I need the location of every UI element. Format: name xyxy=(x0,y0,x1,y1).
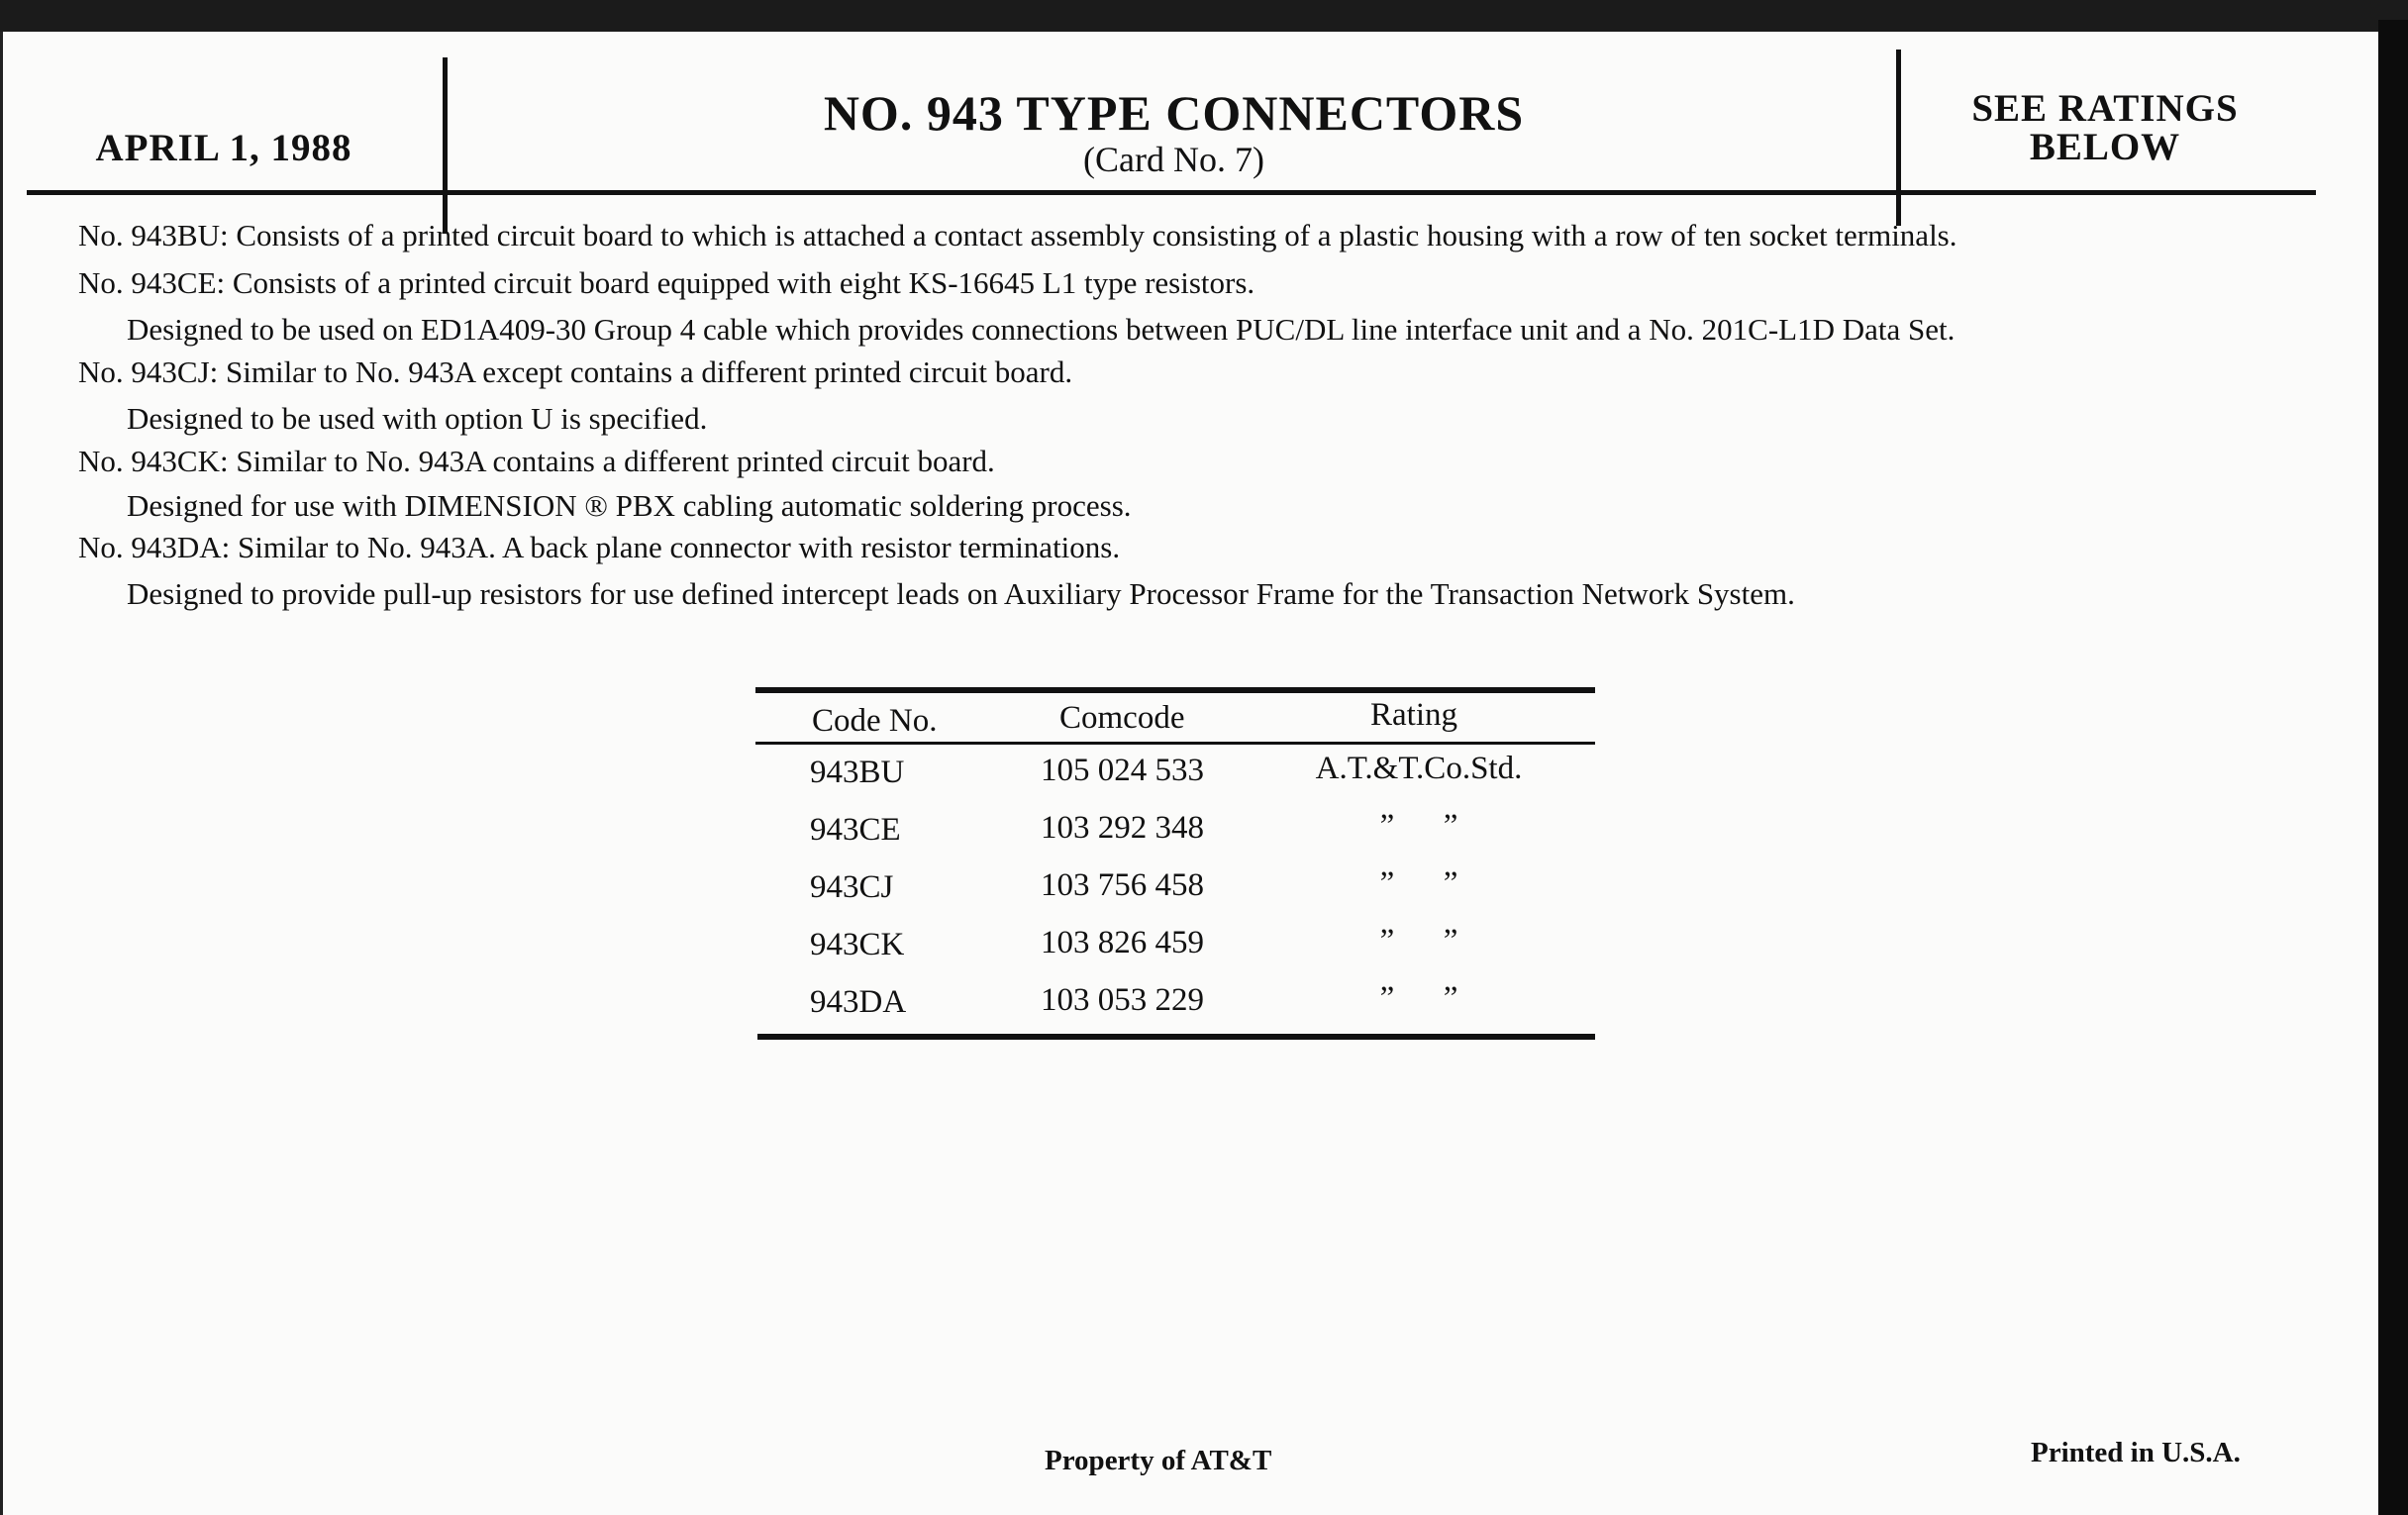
reference-card xyxy=(0,32,2381,1515)
table-row xyxy=(755,865,1595,911)
table-top-rule xyxy=(755,687,1595,693)
cell-comcode: 103 826 459 xyxy=(1041,925,1204,960)
cell-comcode: 103 292 348 xyxy=(1041,810,1204,846)
cell-comcode: 103 756 458 xyxy=(1041,867,1204,903)
cell-rating: ” ” xyxy=(1379,808,1458,844)
cell-code: 943CK xyxy=(810,927,905,962)
description-entry: No. 943CJ: Similar to No. 943A except contains a different printed circuit board. xyxy=(78,354,1073,389)
header-rule xyxy=(27,190,2316,195)
description-detail: Designed to be used on ED1A409-30 Group 4 cable which provides connections between PUC/DL line interface unit and a No. 201C-L1D Data Set. xyxy=(127,312,1956,347)
ownership-note: Property of AT&T xyxy=(1045,1445,1272,1476)
print-location-note: Printed in U.S.A. xyxy=(2031,1437,2241,1468)
cell-code: 943DA xyxy=(810,984,907,1020)
ratings-note-line2: BELOW xyxy=(2029,126,2181,168)
description-detail: Designed for use with DIMENSION ® PBX cabling automatic soldering process. xyxy=(127,488,1132,523)
description-detail: Designed to provide pull-up resistors for use defined intercept leads on Auxiliary Processor Frame for the Transaction Network System. xyxy=(127,576,1795,611)
table-row xyxy=(755,808,1595,854)
col-header-comcode: Comcode xyxy=(1059,700,1185,736)
cell-rating: ” ” xyxy=(1379,980,1458,1016)
cell-code: 943BU xyxy=(810,755,905,790)
page-title: NO. 943 TYPE CONNECTORS xyxy=(823,85,1525,141)
col-header-code: Code No. xyxy=(812,703,938,739)
description-entry: No. 943CE: Consists of a printed circuit board equipped with eight KS-16645 L1 type resistors. xyxy=(78,265,1255,300)
cell-comcode: 105 024 533 xyxy=(1041,753,1204,788)
cell-rating: A.T.&T.Co.Std. xyxy=(1315,751,1523,786)
table-header-rule xyxy=(755,742,1595,745)
ratings-note xyxy=(1904,89,2306,166)
cell-comcode: 103 053 229 xyxy=(1041,982,1204,1018)
col-header-rating: Rating xyxy=(1370,697,1457,733)
description-entry: No. 943CK: Similar to No. 943A contains a different printed circuit board. xyxy=(78,444,995,478)
table-row xyxy=(755,923,1595,968)
table-bottom-rule xyxy=(757,1034,1595,1040)
scan-edge-shadow xyxy=(2378,20,2408,1515)
cell-rating: ” ” xyxy=(1379,865,1458,901)
header-divider-right xyxy=(1896,50,1901,226)
header-divider-left xyxy=(443,57,448,234)
description-entry: No. 943DA: Similar to No. 943A. A back plane connector with resistor terminations. xyxy=(78,530,1121,564)
card-number: (Card No. 7) xyxy=(1083,140,1264,179)
ratings-note-line1: SEE RATINGS xyxy=(1971,87,2239,130)
cell-code: 943CJ xyxy=(810,869,894,905)
description-entry: No. 943BU: Consists of a printed circuit board to which is attached a contact assembly consisting of a plastic housing with a row of ten socket terminals. xyxy=(78,218,1957,252)
description-detail: Designed to be used with option U is specified. xyxy=(127,401,708,436)
cell-code: 943CE xyxy=(810,812,901,848)
table-row xyxy=(755,980,1595,1026)
issue-date: APRIL 1, 1988 xyxy=(95,127,352,169)
cell-rating: ” ” xyxy=(1379,923,1458,959)
table-row xyxy=(755,751,1595,796)
